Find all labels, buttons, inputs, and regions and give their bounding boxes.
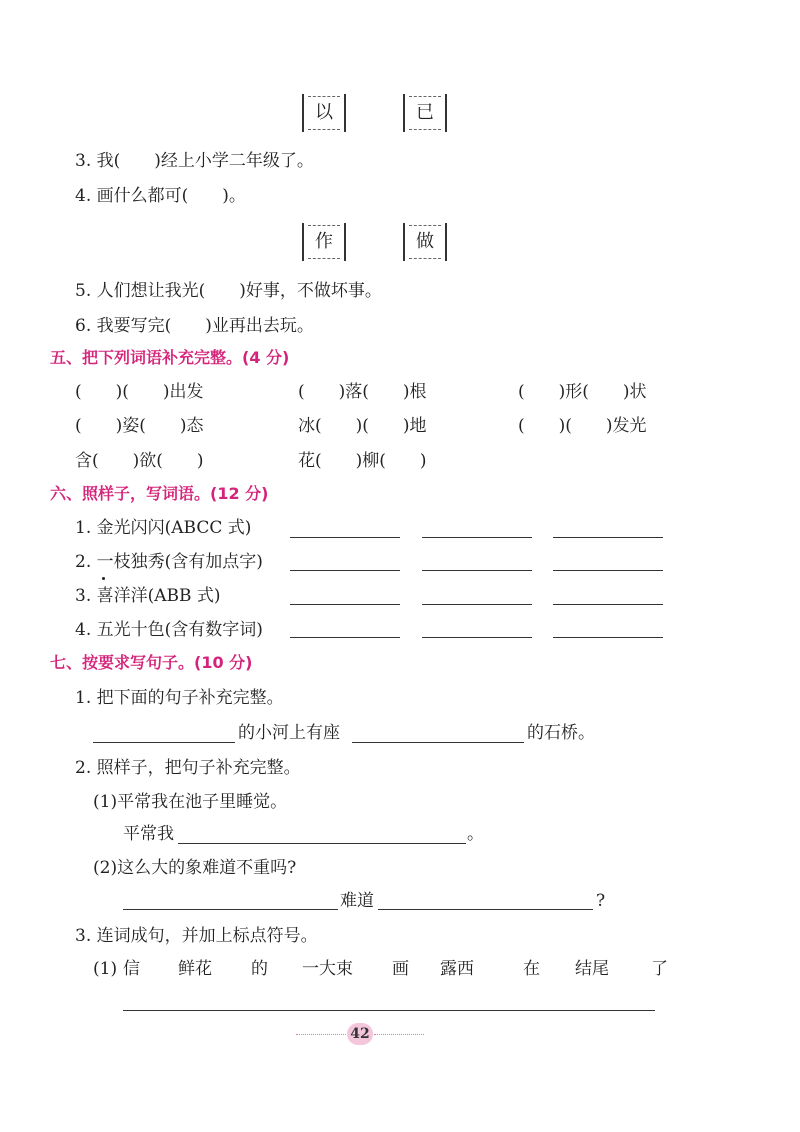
sec7-q1-mid: 的小河上有座 [238,723,340,743]
word-chip: 画 [392,959,409,979]
word-fill: ( )姿( )态 [75,416,204,436]
answer-line[interactable] [123,909,338,910]
answer-line[interactable] [378,909,593,910]
answer-line[interactable] [290,570,400,571]
answer-line[interactable] [93,742,235,743]
sec7-q3: 3. 连词成句，并加上标点符号。 [75,926,318,946]
answer-line[interactable] [553,604,663,605]
section-5-title: 五、把下列词语补充完整。(4 分) [50,348,290,367]
word-fill: 含( )欲( ) [75,451,204,471]
char-box-zuo2: 做 [403,223,447,261]
word-fill: 花( )柳( ) [298,451,427,471]
answer-line[interactable] [422,537,532,538]
sec7-q2-1: (1)平常我在池子里睡觉。 [93,792,288,812]
page-number: 42 [347,1023,373,1045]
word-chip: 鲜花 [178,959,212,979]
answer-line[interactable] [290,604,400,605]
question-5: 5. 人们想让我光( )好事，不做坏事。 [75,281,382,301]
answer-line[interactable] [123,1010,655,1011]
answer-line[interactable] [352,742,524,743]
sec6-item-4: 4. 五光十色(含有数字词) [75,620,263,640]
sec7-q2-1-end: 。 [467,824,484,844]
answer-line[interactable] [553,637,663,638]
char-box-yi: 以 [302,94,346,132]
sec6-item-3: 3. 喜洋洋(ABB 式) [75,586,221,606]
sec7-q1-end: 的石桥。 [527,723,595,743]
char-box-yi2: 已 [403,94,447,132]
answer-line[interactable] [290,537,400,538]
answer-line[interactable] [553,570,663,571]
answer-line[interactable] [422,637,532,638]
sec7-q2-1-start: 平常我 [123,824,174,844]
char-box-zuo: 作 [302,223,346,261]
sec7-q2-2-end: ? [596,891,606,911]
word-fill: ( )( )发光 [518,416,647,436]
section-7-title: 七、按要求写句子。(10 分) [50,653,253,672]
emphasis-dot [102,577,105,580]
word-chip: 的 [251,959,268,979]
question-6: 6. 我要写完( )业再出去玩。 [75,316,314,336]
footer-rule-right [374,1034,424,1035]
answer-line[interactable] [422,570,532,571]
word-fill: ( )形( )状 [518,382,647,402]
sec7-q2-2-mid: 难道 [340,891,374,911]
answer-line[interactable] [422,604,532,605]
sec7-q1: 1. 把下面的句子补充完整。 [75,688,284,708]
word-fill: ( )( )出发 [75,382,204,402]
sec7-q2-2: (2)这么大的象难道不重吗? [93,858,297,878]
answer-line[interactable] [290,637,400,638]
sec7-q3-1-label: (1) [93,959,118,979]
word-chip: 在 [523,959,540,979]
answer-line[interactable] [178,843,466,844]
sec6-item-1: 1. 金光闪闪(ABCC 式) [75,518,252,538]
word-chip: 露西 [440,959,474,979]
word-chip: 信 [123,959,140,979]
question-3: 3. 我( )经上小学二年级了。 [75,151,314,171]
word-fill: 冰( )( )地 [298,416,427,436]
section-6-title: 六、照样子，写词语。(12 分) [50,484,269,503]
word-chip: 结尾 [575,959,609,979]
footer-rule-left [296,1034,346,1035]
word-chip: 一大束 [302,959,353,979]
sec6-item-2: 2. 一枝独秀(含有加点字) [75,552,263,572]
word-fill: ( )落( )根 [298,382,427,402]
question-4: 4. 画什么都可( )。 [75,186,246,206]
sec7-q2: 2. 照样子，把句子补充完整。 [75,758,301,778]
word-chip: 了 [651,959,668,979]
answer-line[interactable] [553,537,663,538]
